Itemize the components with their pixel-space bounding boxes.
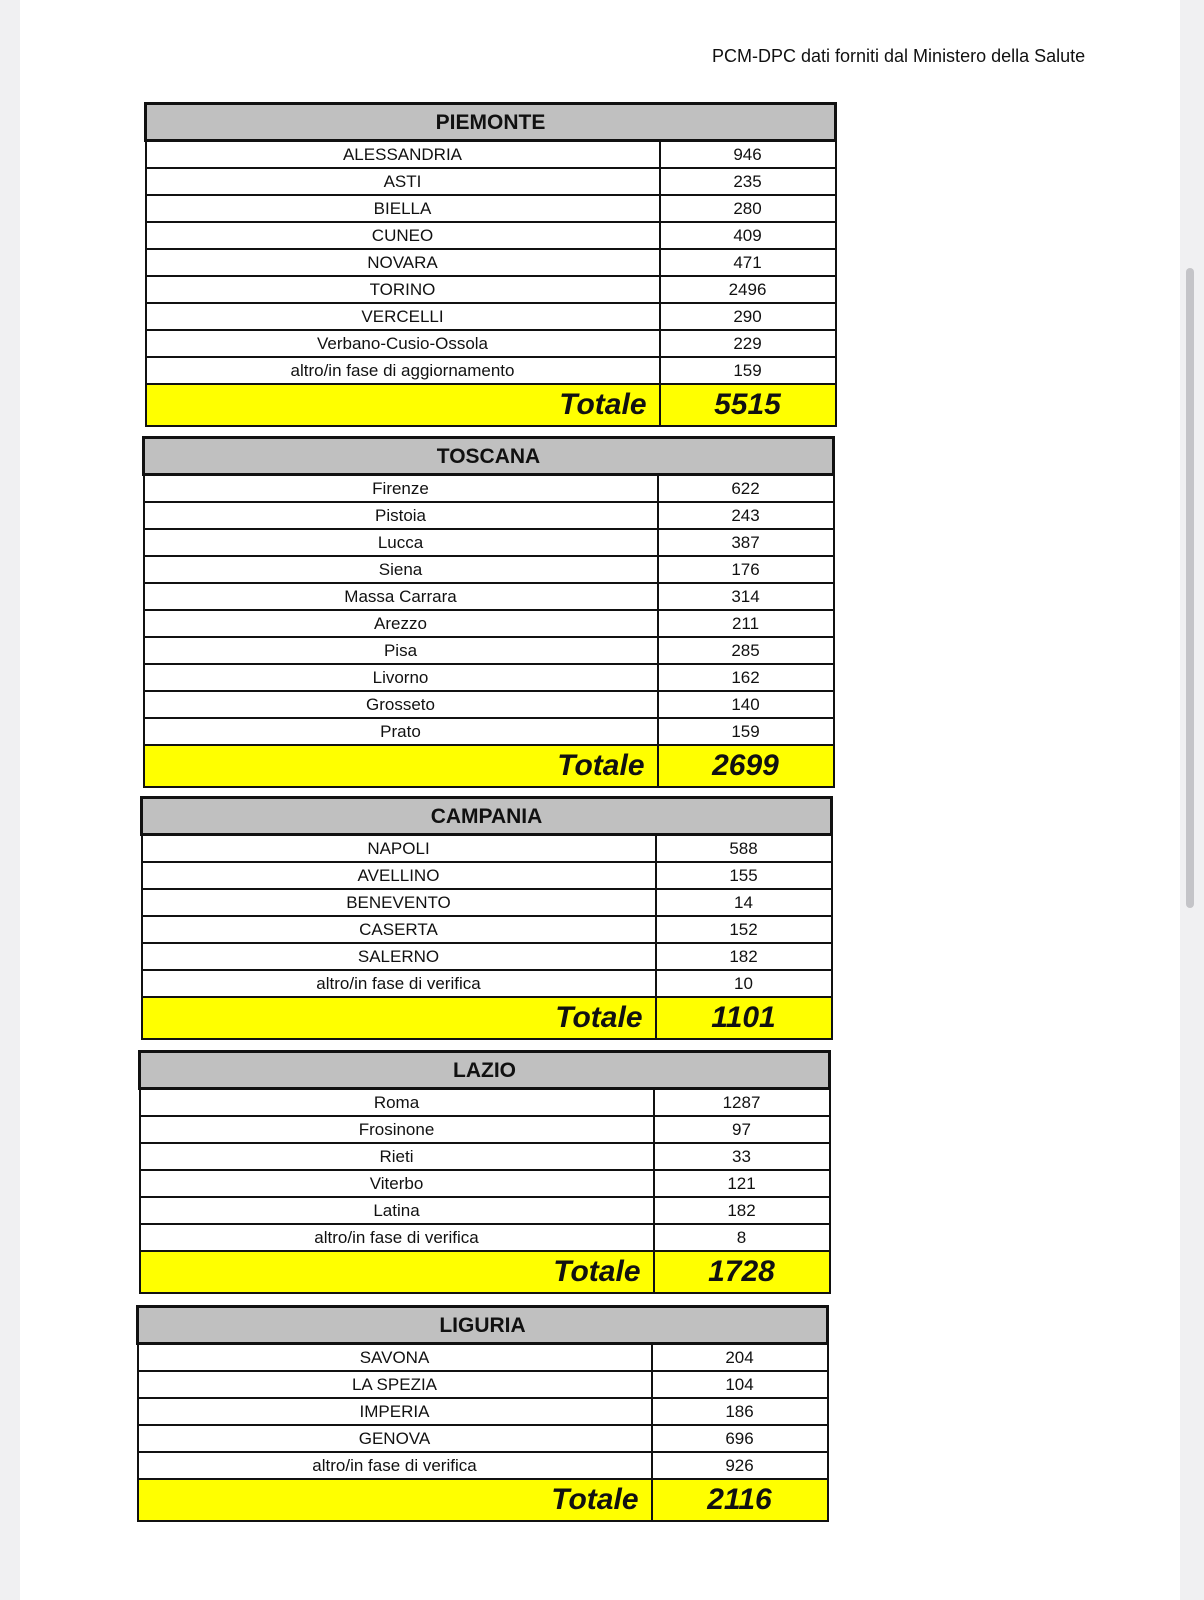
province-value: 588 [656,835,832,863]
province-name: TORINO [146,276,660,303]
table-row [146,249,836,276]
table-row [140,1116,830,1143]
province-value: 229 [660,330,836,357]
province-value: 121 [654,1170,830,1197]
province-value: 8 [654,1224,830,1251]
table-row [144,664,834,691]
total-row [146,384,836,426]
province-name: ALESSANDRIA [146,141,660,169]
table-row [142,889,832,916]
province-name: NAPOLI [142,835,656,863]
region-title: TOSCANA [144,438,834,475]
table-row [142,916,832,943]
province-value: 2496 [660,276,836,303]
table-row [144,529,834,556]
province-value: 409 [660,222,836,249]
province-name: IMPERIA [138,1398,652,1425]
province-value: 182 [656,943,832,970]
province-name: BIELLA [146,195,660,222]
region-header-row [140,1052,830,1089]
total-label: Totale [144,745,658,787]
table-row [146,141,836,169]
table-row [146,303,836,330]
province-value: 622 [658,475,834,503]
region-header-row [144,438,834,475]
province-name: Arezzo [144,610,658,637]
province-name: VERCELLI [146,303,660,330]
table-row [140,1197,830,1224]
province-name: Latina [140,1197,654,1224]
region-table [144,102,837,427]
province-name: Firenze [144,475,658,503]
province-value: 155 [656,862,832,889]
province-name: Rieti [140,1143,654,1170]
province-value: 285 [658,637,834,664]
table-row [138,1425,828,1452]
region-title: LAZIO [140,1052,830,1089]
scrollbar[interactable] [1180,0,1204,1600]
total-row [138,1479,828,1521]
table-row [140,1224,830,1251]
table-row [146,276,836,303]
table-row [140,1089,830,1117]
province-value: 140 [658,691,834,718]
province-name: Massa Carrara [144,583,658,610]
province-name: SAVONA [138,1344,652,1372]
province-value: 182 [654,1197,830,1224]
province-value: 14 [656,889,832,916]
province-value: 946 [660,141,836,169]
region-header-row [146,104,836,141]
table-row [144,610,834,637]
province-name: Pisa [144,637,658,664]
province-name: GENOVA [138,1425,652,1452]
table-row [144,718,834,745]
province-name: Roma [140,1089,654,1117]
total-label: Totale [140,1251,654,1293]
table-row [142,943,832,970]
province-value: 696 [652,1425,828,1452]
province-name: altro/in fase di verifica [142,970,656,997]
table-row [146,330,836,357]
table-row [144,475,834,503]
province-value: 104 [652,1371,828,1398]
province-value: 290 [660,303,836,330]
province-name: Pistoia [144,502,658,529]
total-value: 1101 [656,997,832,1039]
province-name: Grosseto [144,691,658,718]
province-name: CUNEO [146,222,660,249]
total-value: 1728 [654,1251,830,1293]
province-name: Lucca [144,529,658,556]
province-value: 33 [654,1143,830,1170]
province-name: AVELLINO [142,862,656,889]
region-table [136,1305,829,1522]
total-row [142,997,832,1039]
province-value: 152 [656,916,832,943]
table-row [146,168,836,195]
scrollbar-thumb[interactable] [1186,268,1194,908]
table-row [138,1398,828,1425]
province-name: BENEVENTO [142,889,656,916]
province-value: 97 [654,1116,830,1143]
table-row [144,556,834,583]
total-label: Totale [138,1479,652,1521]
table-row [142,970,832,997]
province-value: 387 [658,529,834,556]
table-row [138,1344,828,1372]
province-name: altro/in fase di verifica [140,1224,654,1251]
total-label: Totale [146,384,660,426]
table-row [146,222,836,249]
source-header: PCM-DPC dati forniti dal Ministero della Salute [712,46,1086,66]
total-row [140,1251,830,1293]
table-row [144,691,834,718]
table-row [140,1170,830,1197]
table-row [138,1452,828,1479]
province-value: 211 [658,610,834,637]
table-row [140,1143,830,1170]
table-row [144,637,834,664]
province-value: 10 [656,970,832,997]
province-name: altro/in fase di verifica [138,1452,652,1479]
region-header-row [138,1307,828,1344]
province-value: 926 [652,1452,828,1479]
region-table [142,436,835,788]
total-row [144,745,834,787]
total-value: 5515 [660,384,836,426]
total-value: 2699 [658,745,834,787]
province-name: ASTI [146,168,660,195]
table-row [138,1371,828,1398]
province-name: altro/in fase di aggiornamento [146,357,660,384]
table-row [142,835,832,863]
document-page [20,0,1180,1600]
region-table [138,1050,831,1294]
province-name: SALERNO [142,943,656,970]
province-value: 280 [660,195,836,222]
table-row [144,583,834,610]
province-name: Viterbo [140,1170,654,1197]
province-value: 204 [652,1344,828,1372]
province-name: LA SPEZIA [138,1371,652,1398]
region-header-row [142,798,832,835]
province-value: 186 [652,1398,828,1425]
province-name: Livorno [144,664,658,691]
table-row [146,195,836,222]
province-name: Verbano-Cusio-Ossola [146,330,660,357]
province-name: NOVARA [146,249,660,276]
province-value: 159 [660,357,836,384]
total-label: Totale [142,997,656,1039]
province-value: 1287 [654,1089,830,1117]
province-value: 471 [660,249,836,276]
province-name: Siena [144,556,658,583]
province-value: 162 [658,664,834,691]
region-title: PIEMONTE [146,104,836,141]
province-value: 159 [658,718,834,745]
region-title: CAMPANIA [142,798,832,835]
region-table [140,796,833,1040]
total-value: 2116 [652,1479,828,1521]
province-value: 176 [658,556,834,583]
table-row [146,357,836,384]
table-row [144,502,834,529]
province-name: CASERTA [142,916,656,943]
province-name: Frosinone [140,1116,654,1143]
province-value: 235 [660,168,836,195]
province-value: 243 [658,502,834,529]
region-title: LIGURIA [138,1307,828,1344]
province-name: Prato [144,718,658,745]
table-row [142,862,832,889]
province-value: 314 [658,583,834,610]
